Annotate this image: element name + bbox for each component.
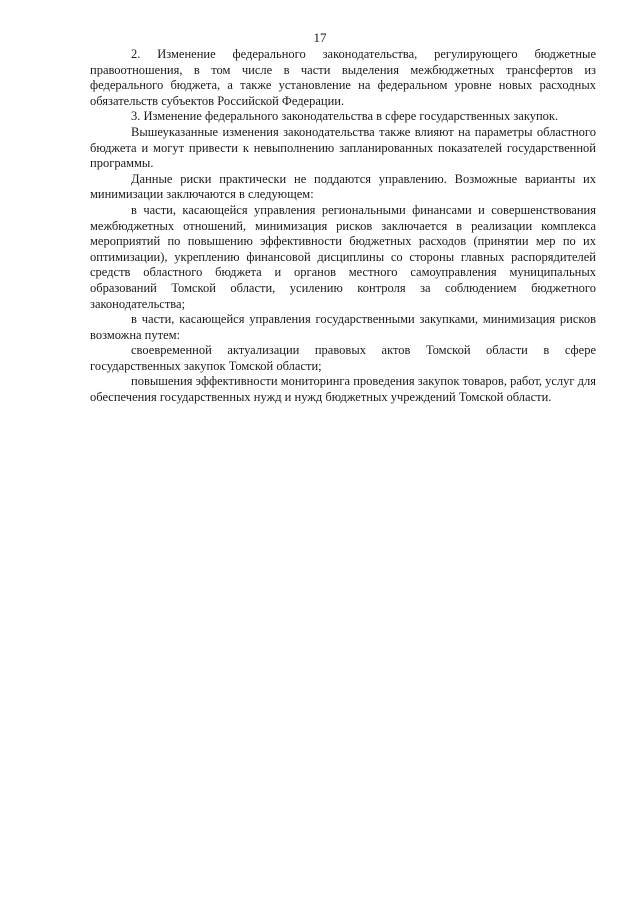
paragraph-federal-budget-legislation: 2. Изменение федерального законодательства, регулирующего бюджетные правоотношения, в том числе в части выделения межбюджетных трансфертов из федерального бюджета, а также установление на федеральном уровне новых расходных обязательств субъектов Российской Федерации.: [90, 47, 596, 108]
paragraph-legal-acts-update: своевременной актуализации правовых актов Томской области в сфере государственных закупок Томской области;: [90, 343, 596, 373]
document-body: [90, 47, 596, 406]
page-number: 17: [313, 30, 327, 45]
paragraph-procurement-risks: в части, касающейся управления государственными закупками, минимизация рисков возможна путем:: [90, 312, 596, 342]
paragraph-legislation-impact: Вышеуказанные изменения законодательства также влияют на параметры областного бюджета и могут привести к невыполнению запланированных показателей государственной программы.: [90, 124, 596, 171]
paragraph-regional-finance-risks: в части, касающейся управления региональными финансами и совершенствования межбюджетных отношений, минимизация рисков заключается в реализации комплекса мероприятий по повышению эффективности бюджетных расходов (принятии мер по их оптимизации), укреплению финансовой дисциплины со стороны главных распорядителей средств областного бюджета и органов местного самоуправления муниципальных образований Томской области, усилению контроля за соблюдением бюджетного законодательства;: [90, 202, 596, 311]
paragraph-monitoring-efficiency: повышения эффективности мониторинга проведения закупок товаров, работ, услуг для обеспечения государственных нужд и нужд бюджетных учреждений Томской области.: [90, 374, 596, 405]
paragraph-procurement-legislation: 3. Изменение федерального законодательства в сфере государственных закупок.: [131, 109, 559, 124]
paragraph-risk-minimization-intro: Данные риски практически не поддаются управлению. Возможные варианты их минимизации заключаются в следующем:: [90, 171, 596, 202]
